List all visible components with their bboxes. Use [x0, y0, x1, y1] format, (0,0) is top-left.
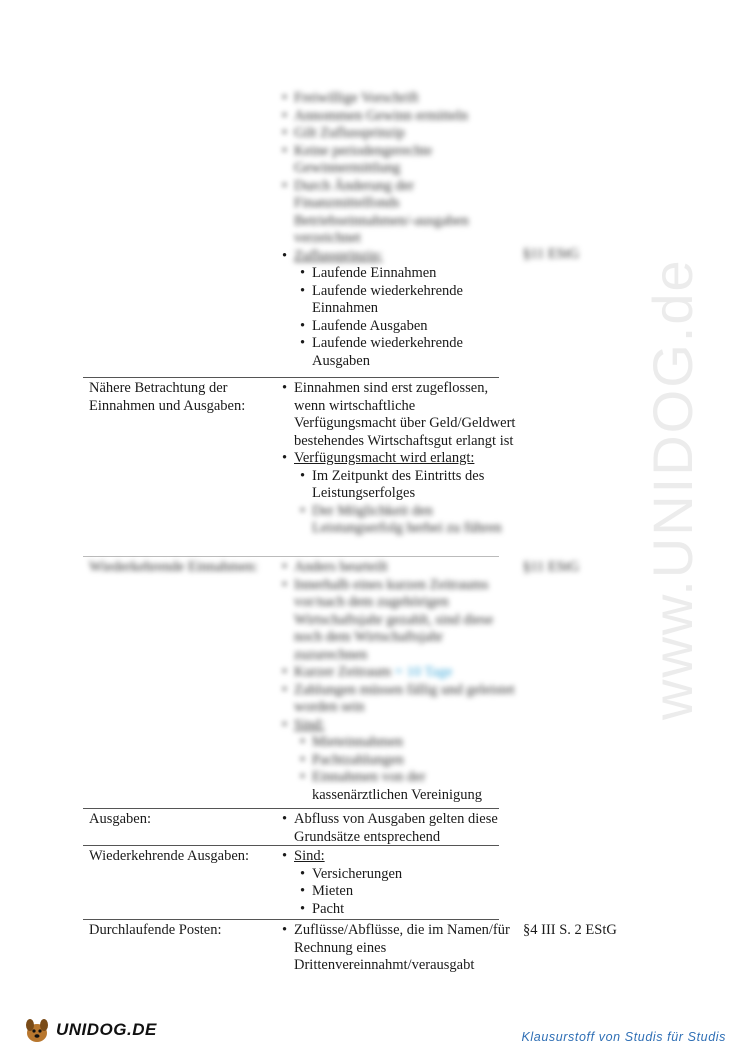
list-item: • Versicherungen [280, 866, 516, 884]
watermark: www.UNIDOG.de [641, 258, 704, 720]
list-item: • Gilt Zuflussprinzip [280, 125, 516, 143]
verfuegungsmacht-label: Verfügungsmacht wird erlangt: [294, 450, 475, 466]
list-item: • Anders beurteilt [280, 559, 516, 577]
list-item: • Zuflüsse/Abflüsse, die im Namen/für Rechnung eines Drittenvereinnahmt/verausgabt [280, 922, 516, 975]
list-item: • Laufende Ausgaben [280, 318, 516, 336]
row1-label: Nähere Betrachtung der Einnahmen und Ausgaben: [89, 380, 246, 414]
row0-law: §11 EStG [523, 246, 580, 262]
list-item [280, 450, 516, 468]
list-item: • Pachtzahlungen [280, 752, 516, 770]
table-divider [83, 808, 499, 809]
row5-content [280, 922, 516, 975]
row2-sub-tail: kassenärztlichen Vereinigung [312, 786, 483, 803]
list-item: • Keine periodengerechte Gewinnermittlung [280, 143, 516, 178]
dog-icon [22, 1015, 52, 1045]
list-item [280, 248, 516, 266]
row4-label: Wiederkehrende Ausgaben: [89, 848, 250, 864]
row2-law: §11 EStG [523, 559, 580, 575]
row3-label: Ausgaben: [89, 811, 152, 827]
logo-text: UNIDOG.DE [56, 1020, 157, 1039]
list-item: • Sind: [280, 717, 516, 735]
row2-content [280, 559, 516, 804]
row4-content [280, 848, 516, 918]
table-divider [83, 556, 499, 557]
list-item: • Im Zeitpunkt des Eintritts des Leistungserfolges [280, 468, 516, 503]
list-item: • Kurzer Zeitraum = 10 Tage [280, 664, 516, 682]
row2-label: Wiederkehrende Einnahmen: [89, 559, 258, 575]
list-item: • Innerhalb eines kurzen Zeitraums vor/nach dem zugehörigen Wirtschaftsjahr gezahlt, sind diese noch dem Wirtschaftsjahr zuzurechnen [280, 577, 516, 665]
zufluss-label: Zuflussprinzip: [294, 247, 383, 264]
footer-logo[interactable] [22, 1013, 157, 1047]
footer-slogan: Klausurstoff von Studis für Studis [521, 1030, 726, 1044]
list-item: • Mieten [280, 883, 516, 901]
list-item: • Laufende Einnahmen [280, 265, 516, 283]
list-item: • Zahlungen müssen fällig und geleistet worden sein [280, 682, 516, 717]
row0-sublist [280, 265, 516, 370]
list-item: • Pacht [280, 901, 516, 919]
list-item: • Annommen Gewinn ermitteln [280, 108, 516, 126]
list-item: • Einnahmen von der [280, 769, 516, 787]
list-item: • Laufende wiederkehrende Einnahmen [280, 283, 516, 318]
row0-content [280, 90, 516, 370]
list-item: • Mieteinnahmen [280, 734, 516, 752]
table-divider [83, 919, 499, 920]
list-item: • Freiwillige Vorschrift [280, 90, 516, 108]
row0-blurred-list [280, 90, 516, 248]
list-item: • Sind: [280, 848, 516, 866]
kurz-value: = 10 Tage [394, 664, 453, 680]
list-item: • Abfluss von Ausgaben gelten diese Grundsätze entsprechend [280, 811, 516, 846]
list-item: • Der Möglichkeit den Leistungserfolg herbei zu führen [280, 503, 516, 538]
table-divider [83, 377, 499, 378]
list-item: • Laufende wiederkehrende Ausgaben [280, 335, 516, 370]
list-item: • Durch Änderung der Finanzmittelfonds Betriebseinnahmen/-ausgaben verzeichnet [280, 178, 516, 248]
row3-content [280, 811, 516, 846]
table-divider [83, 845, 499, 846]
row5-law: §4 III S. 2 EStG [523, 922, 617, 938]
row1-content [280, 380, 516, 538]
row5-label: Durchlaufende Posten: [89, 922, 222, 938]
list-item: • Einnahmen sind erst zugeflossen, wenn wirtschaftliche Verfügungsmacht über Geld/Geldwert bestehendes Wirtschaftsgut erlangt ist [280, 380, 516, 450]
